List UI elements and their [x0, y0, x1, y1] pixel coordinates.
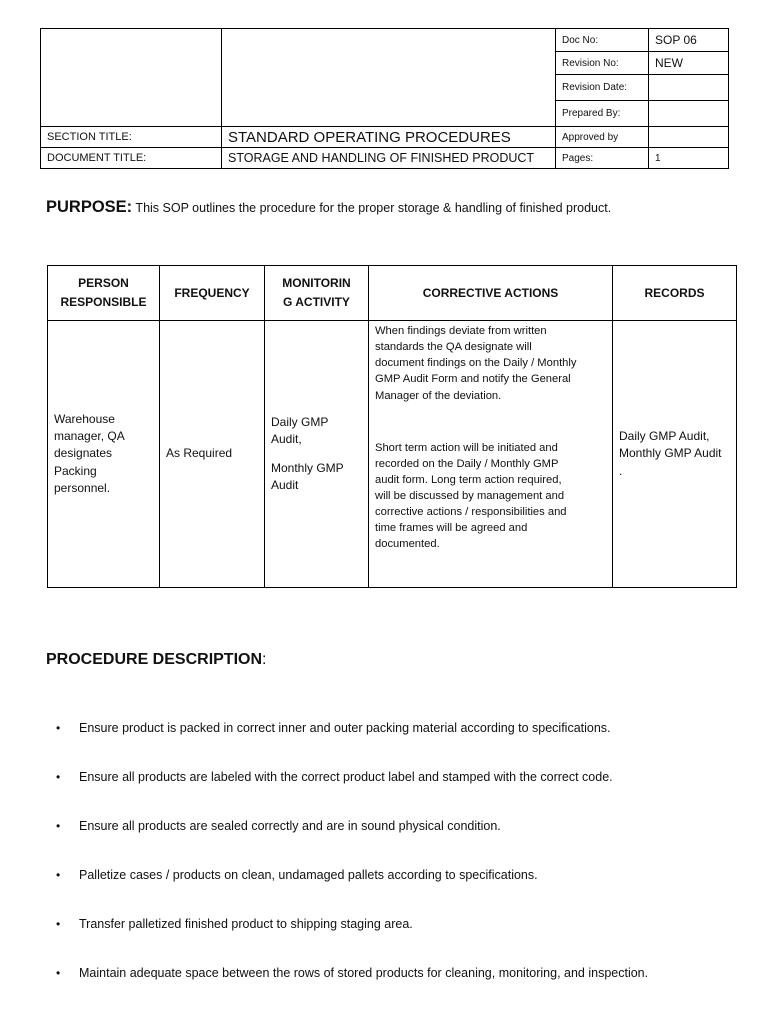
- text-line: MONITORIN: [282, 276, 351, 291]
- approved-by-label: Approved by: [556, 127, 649, 148]
- procedure-heading: [46, 651, 266, 669]
- text-line: .: [619, 463, 623, 478]
- text-line: RESPONSIBLE: [60, 295, 147, 309]
- text-line: Warehouse: [54, 412, 115, 427]
- text-line: CORRECTIVE ACTIONS: [422, 285, 559, 300]
- procedure-item: [56, 855, 648, 904]
- text-line: Daily GMP: [271, 414, 329, 429]
- purpose-text: This SOP outlines the procedure for the proper storage & handling of finished product.: [132, 201, 612, 215]
- text-line: manager, QA: [54, 429, 125, 444]
- cell-frequency: As Required: [160, 321, 265, 588]
- revision-no-value: NEW: [649, 52, 729, 75]
- revision-no-label: Revision No:: [556, 52, 649, 75]
- cell-person-responsible: [48, 321, 160, 588]
- text-line: [271, 448, 362, 460]
- purpose-heading: PURPOSE:: [46, 198, 133, 216]
- procedure-heading-text: PROCEDURE DESCRIPTION: [46, 651, 263, 668]
- text-line: standards the QA designate will: [375, 341, 532, 354]
- text-line: Audit,: [271, 431, 302, 446]
- sop-responsibility-table: [47, 265, 737, 588]
- pages-value: 1: [649, 148, 729, 169]
- revision-date-value: [649, 75, 729, 101]
- procedure-item: [56, 806, 648, 855]
- corrective-actions-paragraph-2: [375, 440, 606, 553]
- header-blank-cell-center: [222, 29, 556, 127]
- header-blank-cell-left: [41, 29, 222, 127]
- text-line: Audit: [271, 478, 299, 493]
- text-line: audit form. Long term action required,: [375, 473, 562, 486]
- text-line: PERSON: [78, 276, 129, 291]
- procedure-item: [56, 904, 648, 953]
- procedure-heading-colon: :: [262, 651, 267, 668]
- text-line: Manager of the deviation.: [375, 389, 502, 402]
- bullet-icon: •: [56, 868, 61, 882]
- header-corrective-actions: [369, 266, 613, 321]
- text-line: Short term action will be initiated and: [375, 441, 558, 454]
- approved-by-value: [649, 127, 729, 148]
- doc-no-value: SOP 06: [649, 29, 729, 52]
- doc-no-label: Doc No:: [556, 29, 649, 52]
- prepared-by-value: [649, 101, 729, 127]
- text-line: GMP Audit Form and notify the General: [375, 373, 571, 386]
- document-title-label: DOCUMENT TITLE:: [41, 148, 222, 169]
- procedure-item-text: Palletize cases / products on clean, undamaged pallets according to specifications.: [79, 868, 538, 882]
- cell-records: [613, 321, 737, 588]
- procedure-item-text: Ensure product is packed in correct inner and outer packing material according to specifications.: [79, 721, 611, 735]
- section-title-label: SECTION TITLE:: [41, 127, 222, 148]
- pages-label: Pages:: [556, 148, 649, 169]
- revision-date-label: Revision Date:: [556, 75, 649, 101]
- document-header-table: [40, 28, 729, 169]
- header-records: [613, 266, 737, 321]
- procedure-list: [56, 708, 648, 1002]
- prepared-by-label: Prepared By:: [556, 101, 649, 127]
- procedure-item: [56, 757, 648, 806]
- section-title-value: STANDARD OPERATING PROCEDURES: [222, 127, 556, 148]
- header-monitoring-activity: [265, 266, 369, 321]
- bullet-icon: •: [56, 721, 61, 735]
- corrective-actions-paragraph-1: [375, 323, 606, 404]
- text-line: Monthly GMP Audit: [619, 446, 722, 461]
- bullet-icon: •: [56, 966, 61, 980]
- text-line: corrective actions / responsibilities and: [375, 506, 567, 519]
- document-title-value: STORAGE AND HANDLING OF FINISHED PRODUCT: [222, 148, 556, 169]
- text-line: Monthly GMP: [271, 461, 344, 475]
- text-line: time frames will be agreed and: [375, 522, 528, 535]
- procedure-item: [56, 708, 648, 757]
- text-line: RECORDS: [644, 285, 705, 300]
- text-line: designates: [54, 446, 113, 461]
- procedure-item-text: Transfer palletized finished product to shipping staging area.: [79, 917, 413, 931]
- header-frequency: [160, 266, 265, 321]
- cell-corrective-actions: [369, 321, 613, 588]
- text-line: document findings on the Daily / Monthly: [375, 357, 577, 370]
- cell-monitoring-activity: [265, 321, 369, 588]
- bullet-icon: •: [56, 819, 61, 833]
- header-person-responsible: [48, 266, 160, 321]
- procedure-item-text: Ensure all products are sealed correctly and are in sound physical condition.: [79, 819, 501, 833]
- procedure-item-text: Ensure all products are labeled with the correct product label and stamped with the correct code.: [79, 770, 613, 784]
- procedure-item-text: Maintain adequate space between the rows of stored products for cleaning, monitoring, and inspection.: [79, 966, 649, 980]
- text-line: When findings deviate from written: [375, 325, 547, 337]
- purpose-statement: [46, 198, 611, 217]
- bullet-icon: •: [56, 770, 61, 784]
- text-line: personnel.: [54, 480, 111, 495]
- procedure-item: [56, 953, 648, 1002]
- text-line: documented.: [375, 538, 440, 551]
- text-line: FREQUENCY: [174, 285, 250, 300]
- text-line: Daily GMP Audit,: [619, 429, 710, 444]
- bullet-icon: •: [56, 917, 61, 931]
- text-line: recorded on the Daily / Monthly GMP: [375, 457, 559, 470]
- text-line: will be discussed by management and: [375, 490, 565, 502]
- text-line: G ACTIVITY: [283, 295, 350, 309]
- text-line: Packing: [54, 463, 97, 478]
